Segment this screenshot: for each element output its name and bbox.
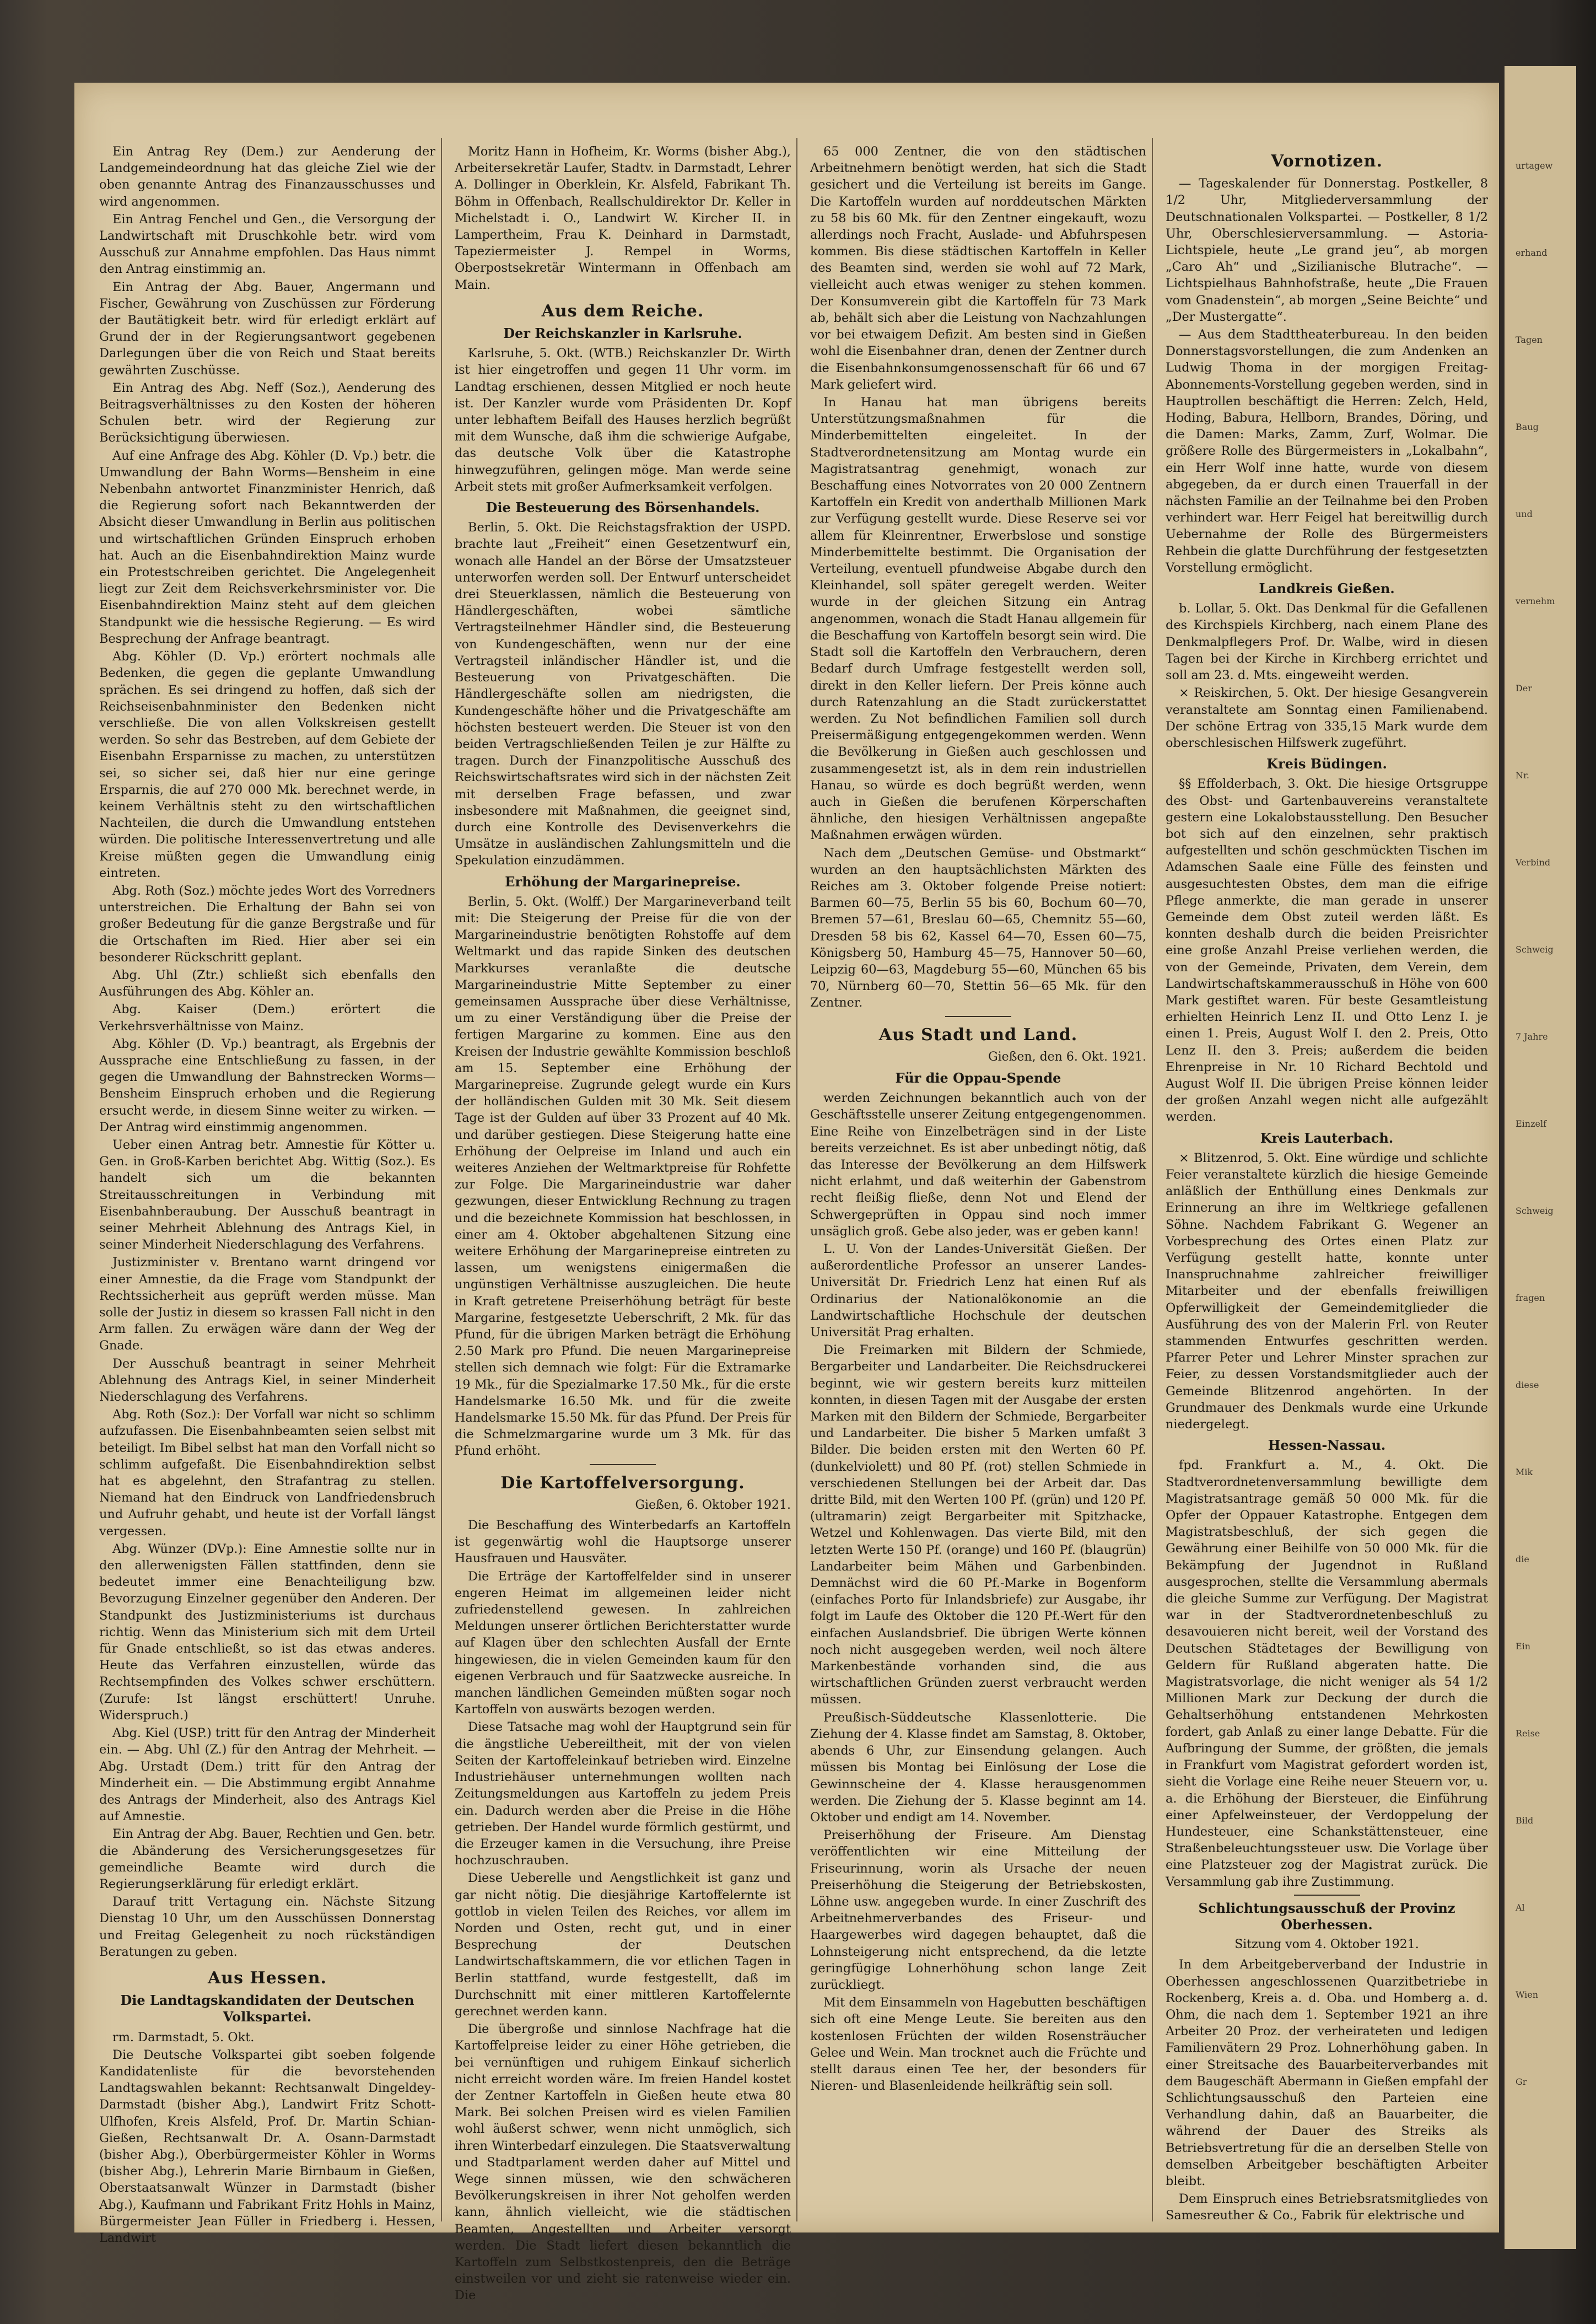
column-3 (810, 143, 1146, 2221)
edge-text-fragment: Al (1516, 1902, 1525, 1913)
edge-text-fragment: Verbind (1516, 857, 1551, 868)
paragraph: fpd. Frankfurt a. M., 4. Okt. Die Stadtverordnetenversammlung bewilligte dem Magistratsantrage gemäß 50 000 Mk. für die Opfer der Oppauer Katastrophe. Entgegen dem Magistratsbeschluß, der sich gegen die Gewährung einer Beihilfe von 50 000 Mk. für die Bekämpfung der Jugendnot in Rußland ausgesprochen, stellte die Versammlung abermals die gleiche Summe zur Verfügung. Der Magistrat war in der Stadtverordnetenbeschluß zu desavouieren nicht bereit, weil der Vorstand des Deutschen Städtetages der Bewilligung von Geldern für Rußland abgeraten hatte. Die Magistratsvorlage, die nicht weniger als 54 1/2 Millionen Mark zur Deckung der durch die Gehaltserhöhung entstandenen Mehrkosten fordert, gab Anlaß zu einer lange Debatte. Für die Aufbringung der Summe, der größten, die jemals in Frankfurt vom Magistrat gefordert worden ist, sieht die Vorlage eine Reihe neuer Steuern vor, u. a. die Erhöhung der Biersteuer, die Einführung einer Apfelweinsteuer, der Verdoppelung der Hundesteuer, eine Schankstättensteuer, eine Straßenbeleuchtungssteuer usw. Die Vorlage über eine Platzsteuer zog der Magistrat zurück. Die Versammlung gab ihre Zustimmung. (1166, 1458, 1488, 1889)
paragraph: Abg. Köhler (D. Vp.) erörtert nochmals alle Bedenken, die gegen die geplante Umwandlung sprächen. Es sei dringend zu hoffen, daß sich der Reichseisenbahnminister den Bedenken nicht verschließe. Die von allen Volkskreisen gestellt werden. So sehr das Bestreben, auf dem Gebiete der Eisenbahn Ersparnisse zu machen, zu unterstützen sei, so sicher sei, daß hier nur eine geringe Ersparnis, die auf 270 000 Mk. berechnet werde, in keinem Verhältnis steht zu den wirtschaftlichen Nachteilen, die durch die Umwandlung entstehen würden. Die politische Interessenvertretung und alle Kreise müßten gegen die Umwandlung einig eintreten. (99, 649, 435, 880)
paragraph: Justizminister v. Brentano warnt dringend vor einer Amnestie, da die Frage vom Standpunkt der Rechtssicherheit aus geprüft werden müsse. Man solle der Justiz in diesem so krassen Fall nicht in den Arm fallen. Zu erwägen wäre dann der Weg der Gnade. (99, 1255, 435, 1353)
article-subheading: Kreis Büdingen. (1266, 756, 1387, 772)
paragraph: In dem Arbeitgeberverband der Industrie in Oberhessen angeschlossenen Quarzitbetriebe in Rockenberg, Kreis a. d. Oba. und Homberg a. d. Ohm, die nach dem 1. September 1921 an ihre Arbeiter 20 Proz. der verheirateten und ledigen Familienvätern 29 Proz. Lohnerhöhung gaben. In einer Streitsache des Bauarbeiterverbandes mit dem Baugeschäft Abermann in Gießen empfahl der Schlichtungsausschuß den Parteien eine Verhandlung dahin, daß an Bauarbeiter, die während der Dauer des Streiks als Betriebsvertretung für die an derselben Stelle von demselben Arbeitgeber beschäftigten Arbeiter bleibt. (1166, 1957, 1488, 2188)
paragraph: Berlin, 5. Okt. Die Reichstagsfraktion der USPD. brachte laut „Freiheit“ einen Gesetzentwurf ein, wonach alle Handel an der Börse der Umsatzsteuer unterworfen werden soll. Der Entwurf unterscheidet drei Steuerklassen, nämlich die Besteuerung von Händlergeschäften, wobei sämtliche Vertragsteilnehmer Händler sind, die Besteuerung von Kundengeschäften, wenn nur der eine Vertragsteil inländischer Händler ist, und die Besteuerung von Privatgeschäften. Die Händlergeschäfte sollen am niedrigsten, die Kundengeschäfte höher und die Privatgeschäfte am höchsten besteuert werden. Die Steuer ist von den beiden Vertragschließenden Teilen je zur Hälfte zu tragen. Durch der Finanzpolitische Ausschuß des Reichswirtschaftsrates wird sich in der nächsten Zeit mit derselben Frage befassen, und zwar insbesondere mit Maßnahmen, die geeignet sind, durch eine Kontrolle des Devisenverkehrs die Umsätze in ausländischen Zahlungsmitteln und die Spekulation einzudämmen. (455, 520, 791, 868)
edge-text-fragment: Tagen (1516, 335, 1543, 345)
edge-text-fragment: Ein (1516, 1641, 1531, 1651)
dateline: Gießen, den 6. Okt. 1921. (988, 1050, 1146, 1064)
paragraph: Ein Antrag der Abg. Bauer, Rechtien und Gen. betr. die Abänderung des Versicherungsgesetzes für gemeindliche Beamte wird durch die Regierungserklärung für erledigt erklärt. (99, 1827, 435, 1891)
paragraph: §§ Effolderbach, 3. Okt. Die hiesige Ortsgruppe des Obst- und Gartenbauvereins veranstaltete gestern eine Lokalobstausstellung. Den Besucher bot sich auf den einzelnen, sehr praktisch aufgestellten und schön geschmückten Tischen im Adamschen Saale eine Fülle des feinsten und ausgesuchtesten Obstes, dem man die eifrige Pflege anmerkte, die man gerade in unserer Gemeinde dem Obst zuteil werden läßt. Es konnten deshalb durch die beiden Preisrichter eine große Anzahl Preise verliehen werden, die von der Gemeinde, Privaten, dem Verein, dem Landwirtschaftskammerausschuß in Höhe von 600 Mark gestiftet waren. Für beste Gesamtleistung erhielten Heinrich Lenz II. und Otto Lenz I. je einen 1. Preis, August Wolf I. den 2. Preis, Otto Lenz II. den 3. Preis; außerdem die beiden Ehrenpreise in Nr. 10 Richard Bechtold und August Wolf II. Die übrigen Preise können leider der großen Anzahl wegen nicht alle aufgezählt werden. (1166, 777, 1488, 1125)
edge-text-fragment: Mik (1516, 1467, 1533, 1477)
column-4 (1166, 143, 1488, 2221)
edge-text-fragment: diese (1516, 1380, 1539, 1390)
edge-text-fragment: 7 Jahre (1516, 1031, 1548, 1042)
paragraph: Nach dem „Deutschen Gemüse- und Obstmarkt“ wurden an den hauptsächlichsten Märkten des Reiches am 3. Oktober folgende Preise notiert: Barmen 60—75, Berlin 55 bis 60, Bochum 60—70, Bremen 57—61, Breslau 60—65, Chemnitz 55—60, Dresden 58 bis 62, Kassel 64—70, Essen 60—75, Königsberg 50, Hamburg 45—75, Hannover 50—60, Leipzig 60—63, Magdeburg 55—60, München 65 bis 70, Nürnberg 60—70, Stettin 56—65 Mk. für den Zentner. (810, 846, 1146, 1010)
paragraph: Die Freimarken mit Bildern der Schmiede, Bergarbeiter und Landarbeiter. Die Reichsdruckerei beginnt, wie wir gestern bereits kurz mitteilen konnten, in diesen Tagen mit der Ausgabe der ersten Marken mit den Bildern der Schmiede, Bergarbeiter und Landarbeiter. Die bisher 5 Marken umfaßt 3 Bilder. Die beiden ersten mit den Werten 60 Pf. (dunkelviolett) und 80 Pf. (rot) stellen Schmiede in verschiedenen Stellungen bei der Arbeit dar. Das dritte Bild, mit den Werten 100 Pf. (grün) und 120 Pf. (ultramarin) zeigt Bergarbeiter mit Spitzhacke, Wetzel und Kohlenwagen. Das vierte Bild, mit den letzten Werte 150 Pf. (orange) und 160 Pf. (blaugrün) Landarbeiter beim Mähen und Garbenbinden. Demnächst wird die 60 Pf.-Marke in Bogenform (einfaches Porto für Inlandsbriefe) zur Ausgabe, ihr folgt im Laufe des Oktober die 120 Pf.-Wert für den einfachen Auslandsbrief. Die übrigen Werte können noch nicht ausgegeben werden, weil noch ältere Markenbestände vorhanden sind, die aus wirtschaftlichen Gründen zuerst verbraucht werden müssen. (810, 1343, 1146, 1707)
paragraph: Dem Einspruch eines Betriebsratsmitgliedes von Samesreuther & Co., Fabrik für elektrische und (1166, 2192, 1488, 2223)
dateline: rm. Darmstadt, 5. Okt. (112, 2030, 255, 2045)
paragraph: Abg. Roth (Soz.) möchte jedes Wort des Vorredners unterstreichen. Die Erhaltung der Bahn sei von großer Bedeutung für die ganze Bergstraße und für die Ortschaften im Ried. Hier aber sei ein besonderer Rückschritt geplant. (99, 883, 435, 965)
dateline: Sitzung vom 4. Oktober 1921. (1234, 1938, 1419, 1952)
paragraph: Diese Tatsache mag wohl der Hauptgrund sein für die ängstliche Uebereiltheit, mit der von vielen Seiten der Kartoffeleinkauf betrieben wird. Einzelne Industriehäuser unternehmungen wollten nach Zeitungsmeldungen aus Kartoffeln zu jedem Preis ein. Dadurch werden aber die Preise in die Höhe getrieben. Der Handel wurde förmlich gestürmt, und die Erzeuger kamen in die Versuchung, ihre Preise hochzuschrauben. (455, 1720, 791, 1868)
edge-text-fragment: erhand (1516, 248, 1548, 258)
paragraph: Preußisch-Süddeutsche Klassenlotterie. Die Ziehung der 4. Klasse findet am Samstag, 8. Oktober, abends 6 Uhr, zur Einsendung gelangen. Auch müssen bis Montag bei Einlösung der Lose die Gewinnscheine der 4. Klasse herausgenommen werden. Die Ziehung der 5. Klasse beginnt am 14. Oktober und endigt am 14. November. (810, 1710, 1146, 1825)
column-2 (455, 143, 791, 2303)
paragraph: Die Beschaffung des Winterbedarfs an Kartoffeln ist gegenwärtig wohl die Hauptsorge unserer Hausfrauen und Hausväter. (455, 1518, 791, 1566)
column-divider (441, 138, 442, 2221)
paragraph: Abg. Wünzer (DVp.): Eine Amnestie sollte nur in den allerwenigsten Fällen stattfinden, denn sie bedeutet immer eine Benachteiligung bzw. Bevorzugung Einzelner gegenüber den Anderen. Der Standpunkt des Justizministeriums ist durchaus richtig. Wenn das Ministerium sich mit dem Urteil für Gnade entschließt, so ist das etwas anderes. Heute das Verfahren einzustellen, würde das Rechtsempfinden des Volkes schwer erschüttern. (Zurufe: Ist längst erschüttert! Unruhe. Widerspruch.) (99, 1541, 435, 1723)
article-subheading: Der Reichskanzler in Karlsruhe. (503, 325, 742, 342)
paragraph: Die Deutsche Volkspartei gibt soeben folgende Kandidatenliste für die bevorstehenden Landtagswahlen bekannt: Rechtsanwalt Dingeldey-Darmstadt (bisher Abg.), Landwirt Fritz Schott-Ulfhofen, Kreis Alsfeld, Prof. Dr. Martin Schian-Gießen, Rechtsanwalt Dr. A. Osann-Darmstadt (bisher Abg.), Oberbürgermeister Köhler in Worms (bisher Abg.), Lehrerin Marie Birnbaum in Gießen, Oberstaatsanwalt Wünzer in Darmstadt (bisher Abg.), Kaufmann und Fabrikant Fritz Hohls in Mainz, Bürgermeister Jean Füller in Friedberg i. Hessen, Landwirt (99, 2047, 435, 2245)
article-subheading: Die Landtagskandidaten der Deutschen Volkspartei. (120, 1992, 414, 2025)
paragraph: Mit dem Einsammeln von Hagebutten beschäftigen sich oft eine Menge Leute. Sie bereiten aus den kostenlosen Früchten der wilden Rosensträucher Gelee und Wein. Man trocknet auch die Früchte und stellt daraus einen Tee her, der besonders für Nieren- und Blasenleidende heilkräftig sein soll. (810, 1995, 1146, 2094)
edge-text-fragment: urtagew (1516, 160, 1553, 171)
edge-text-fragment: Bild (1516, 1815, 1534, 1826)
paragraph: Abg. Köhler (D. Vp.) beantragt, als Ergebnis der Aussprache eine Entschließung zu fassen, in der gegen die Umwandlung der Bahnstrecken Worms—Bensheim Einspruch erhoben und die Regierung ersucht werde, in diesem Sinne weiter zu wirken. — Der Antrag wird einstimmig angenommen. (99, 1036, 435, 1134)
divider (1294, 1895, 1360, 1896)
article-subheading: Für die Oppau-Spende (895, 1069, 1061, 1086)
paragraph: × Blitzenrod, 5. Okt. Eine würdige und schlichte Feier veranstaltete kürzlich die hiesige Gemeinde anläßlich der Enthüllung eines Denkmals zur Erinnerung an ihre im Weltkriege gefallenen Söhne. Nachdem Fabrikant G. Wegener an Vorbesprechung des Ortes einen Platz zur Verfügung gestellt hatte, konnte unter Inanspruchnahme zahlreicher freiwilliger Mitarbeiter und der ebenfalls freiwilligen Opferwilligkeit der Gemeindemitglieder die Ausführung des von der Malerin Frl. von Reuter stammenden Entwurfes geschritten werden. Pfarrer Peter und Lehrer Minster sprachen zur Feier, zu dessen Vorstandsmitglieder auch der Gemeinde Blitzenrod angehörten. In der Grundmauer des Denkmals wurde eine Urkunde niedergelegt. (1166, 1150, 1488, 1432)
section-heading: Aus Stadt und Land. (878, 1025, 1078, 1045)
paragraph: Ein Antrag des Abg. Neff (Soz.), Aenderung des Beitragsverhältnisses zu den Kosten der höheren Schulen betr. wird der Regierung zur Berücksichtigung überwiesen. (99, 380, 435, 445)
article-subheading: Erhöhung der Margarinepreise. (505, 873, 741, 890)
edge-text-fragment: vernehm (1516, 596, 1555, 606)
article-subheading: Hessen-Nassau. (1268, 1437, 1386, 1454)
paragraph: Abg. Kaiser (Dem.) erörtert die Verkehrsverhältnisse von Mainz. (99, 1002, 435, 1034)
paragraph: Preiserhöhung der Friseure. Am Dienstag veröffentlichten wir eine Mitteilung der Friseurinnung, worin als Ursache der neuen Preiserhöhung die Steigerung der Betriebskosten, Löhne usw. angegeben wurde. In einer Zuschrift des Arbeitnehmerverbandes des Friseur- und Haargewerbes wird dagegen behauptet, daß die Lohnsteigerung nicht entsprechend, da die letzte geringfügige Lohnerhöhung schon lange Zeit zurückliegt. (810, 1828, 1146, 1992)
divider (945, 1016, 1011, 1017)
dateline: Gießen, 6. Oktober 1921. (635, 1498, 791, 1512)
paragraph: L. U. Von der Landes-Universität Gießen. Der außerordentliche Professor an unserer Landes-Universität Dr. Friedrich Lenz hat einen Ruf als Ordinarius der Nationalökonomie an die Landwirtschaftliche Hochschule der deutschen Universität Prag erhalten. (810, 1242, 1146, 1340)
section-heading: Die Kartoffelversorgung. (500, 1473, 745, 1493)
paragraph: Ueber einen Antrag betr. Amnestie für Kötter u. Gen. in Groß-Karben berichtet Abg. Wittig (Soz.). Es handelt sich um die bekannten Streitausschreitungen in Verbindung mit Eisenbahnberaubung. Der Ausschuß beantragt in seiner Mehrheit Ablehnung des Antrags Kiel, in seiner Minderheit Niederschlagung des Verfahrens. (99, 1137, 435, 1252)
edge-text-fragment: Gr (1516, 2076, 1527, 2087)
edge-text-fragment: Wien (1516, 1989, 1539, 2000)
article-subheading: Kreis Lauterbach. (1260, 1129, 1394, 1146)
edge-text-fragment: Reise (1516, 1728, 1540, 1739)
paragraph: Diese Ueberelle und Aengstlichkeit ist ganz und gar nicht nötig. Die diesjährige Kartoffelernte ist gottlob in vielen Teilen des Reiches, vor allem im Norden und Osten, recht gut, und in einer Besprechung der Deutschen Landwirtschaftskammern, die vor etlichen Tagen in Berlin stattfand, wurde festgestellt, daß im Durchschnitt mit einer mittleren Kartoffelernte gerechnet werden kann. (455, 1871, 791, 2019)
paragraph: Abg. Roth (Soz.): Der Vorfall war nicht so schlimm aufzufassen. Die Eisenbahnbeamten seien selbst mit beteiligt. Im Bibel selbst hat man den Vorfall nicht so schlimm aufgefaßt. Die Eisenbahndirektion selbst hat es abgelehnt, den Strafantrag zu stellen. Niemand hat den Eindruck von Landfriedensbruch und Aufruhr gehabt, und heute ist der Vorfall längst vergessen. (99, 1407, 435, 1538)
divider (590, 1464, 656, 1465)
section-heading: Aus Hessen. (208, 1968, 327, 1988)
paragraph: Moritz Hann in Hofheim, Kr. Worms (bisher Abg.), Arbeitersekretär Laufer, Stadtv. in Darmstadt, Lehrer A. Dollinger in Oberklein, Kr. Alsfeld, Fabrikant Th. Böhm in Offenbach, Reallschuldirektor Dr. Keller in Michelstadt i. O., Landwirt W. Kircher II. in Lampertheim, Frau K. Deinhard in Darmstadt, Tapeziermeister J. Rempel in Worms, Oberpostsekretär Wintermann in Offenbach am Main. (455, 144, 791, 292)
edge-text-fragment: fragen (1516, 1293, 1545, 1303)
column-divider (1152, 138, 1153, 2221)
paragraph: Berlin, 5. Okt. (Wolff.) Der Margarineverband teilt mit: Die Steigerung der Preise für die von der Margarineindustrie benötigten Rohstoffe auf dem Weltmarkt und das rapide Sinken des deutschen Markkurses veranlaßte die deutsche Margarineindustrie Mitte September zu einer gemeinsamen Aussprache über diese Verhältnisse, um zu einer Verständigung über die Preise der fertigen Margarine zu kommen. Eine aus den Kreisen der Industrie gewählte Kommission beschloß am 15. September eine Erhöhung der Margarinepreise. Zugrunde gelegt wurde ein Kurs der holländischen Gulden mit 30 Mk. Seit diesem Tage ist der Gulden auf über 33 Prozent auf 40 Mk. und darüber gestiegen. Diese Steigerung hatte eine Erhöhung der Oelpreise im Inland und auch ein weiteres Anziehen der Weltmarktpreise für Rohfette zur Folge. Die Margarineindustrie war daher gezwungen, dieser Entwicklung Rechnung zu tragen und die bezeichnete Kommission hat beschlossen, in einer am 4. Oktober abgehaltenen Sitzung eine weitere Erhöhung der Margarinepreise eintreten zu lassen, um wenigstens einigermaßen die ungünstigen Verhältnisse auszugleichen. Die heute in Kraft getretene Preiserhöhung beträgt für beste Margarine, festgesetzte Ueberschrift, 2 Mk. für das Pfund, für die übrigen Marken beträgt die Erhöhung 2.50 Mark pro Pfund. Die neuen Margarinepreise stellen sich demnach wie folgt: Für die Extramarke 19 Mk., für die Spezialmarke 17.50 Mk., für die erste Handelsmarke 16.50 Mk. und für die zweite Handelsmarke 15.50 Mk. für das Pfund. Der Preis für die Schmelzmargarine wurde um 3 Mk. für das Pfund erhöht. (455, 894, 791, 1459)
paragraph: Ein Antrag Rey (Dem.) zur Aenderung der Landgemeindeordnung hat das gleiche Ziel wie der oben genannte Antrag des Finanzausschusses und wird angenommen. (99, 144, 435, 209)
edge-text-fragment: Baug (1516, 422, 1539, 432)
paragraph: Darauf tritt Vertagung ein. Nächste Sitzung Dienstag 10 Uhr, um den Ausschüssen Donnerstag und Freitag Gelegenheit zu noch rückständigen Beratungen zu geben. (99, 1895, 435, 1959)
paragraph: In Hanau hat man übrigens bereits Unterstützungsmaßnahmen für die Minderbemittelten eingeleitet. In der Stadtverordnetensitzung am Montag wurde ein Magistratsantrag genehmigt, wonach zur Beschaffung eines Notvorrates von 20 000 Zentnern Kartoffeln ein Kredit von anderthalb Millionen Mark zur Verfügung gestellt wurde. Diese Reserve sei vor allem für Kleinrentner, Erwerbslose und sonstige Minderbemittelte bestimmt. Die Organisation der Verteilung, eventuell pfundweise Abgabe durch den Kleinhandel, soll später geregelt werden. Weiter wurde in der gleichen Sitzung ein Antrag angenommen, wonach die Stadt Hanau allgemein für die Beschaffung von Kartoffeln besorgt sein wird. Die Stadt soll die Kartoffeln den Verbrauchern, deren Bedarf durch Umfrage festgestellt werden soll, direkt in den Keller liefern. Der Preis könne auch durch Ratenzahlung an die Stadt zurückerstattet werden. Zu Not befindlichen Familien soll durch Preisermäßigung entgegengekommen werden. Wenn die Bevölkerung in Gießen auch geschlossen und zusammengesetzt ist, als in dem rein industriellen Hanau, so würde es doch begrüßt werden, wenn auch in Gießen die berufenen Körperschaften ähnliche, den hiesigen Verhältnissen angepaßte Maßnahmen erwägen würden. (810, 395, 1146, 843)
paragraph: Abg. Uhl (Ztr.) schließt sich ebenfalls den Ausführungen des Abg. Köhler an. (99, 967, 435, 999)
paragraph: Der Ausschuß beantragt in seiner Mehrheit Ablehnung des Antrags Kiel, in seiner Minderheit Niederschlagung des Verfahrens. (99, 1356, 435, 1405)
edge-text-fragment: Schweig (1516, 1206, 1554, 1216)
edge-text-fragment: und (1516, 509, 1533, 519)
paragraph: werden Zeichnungen bekanntlich auch von der Geschäftsstelle unserer Zeitung entgegengenommen. Eine Reihe von Einzelbeträgen sind in der Liste bereits verzeichnet. Es ist aber unbedingt nötig, daß das Interesse der Bevölkerung an dem Hilfswerk nicht erlahmt, und daß weiterhin der Gabenstrom recht fleißig fließe, denn Not und Elend der Schwergeprüften in Oppau sind noch immer unsäglich groß. Gebe also jeder, was er geben kann! (810, 1091, 1146, 1239)
column-divider (796, 138, 797, 2221)
edge-text-fragment: die (1516, 1554, 1529, 1564)
paragraph: Auf eine Anfrage des Abg. Köhler (D. Vp.) betr. die Umwandlung der Bahn Worms—Bensheim in eine Nebenbahn antwortet Finanzminister Henrich, daß die Regierung sofort nach Bekanntwerden der Absicht dieser Umwandlung in Berlin aus politischen und wirtschaftlichen Gründen Einspruch erhoben hat. Auch an die Eisenbahndirektion Mainz wurde ein Protestschreiben gerichtet. Die Angelegenheit liegt zur Zeit dem Reichsverkehrsminister vor. Die Eisenbahndirektion Mainz steht auf dem gleichen Standpunkt wie die hessische Regierung. — Es wird Besprechung der Anfrage beantragt. (99, 448, 435, 646)
newspaper-page (74, 83, 1499, 2303)
paragraph: b. Lollar, 5. Okt. Das Denkmal für die Gefallenen des Kirchspiels Kirchberg, nach einem Plane des Denkmalpflegers Prof. Dr. Walbe, wird in diesen Tagen bei der Kirche in Kirchberg errichtet und soll am 23. d. Mts. eingeweiht werden. (1166, 601, 1488, 683)
edge-text-fragment: Nr. (1516, 770, 1529, 781)
section-heading: Aus dem Reiche. (541, 301, 704, 321)
article-subheading: Die Besteuerung des Börsenhandels. (486, 499, 760, 516)
article-subheading: Schlichtungsausschuß der Provinz Oberhessen. (1198, 1900, 1455, 1933)
next-page-text-fragments (1510, 160, 1576, 2199)
column-1 (99, 143, 435, 2245)
article-subheading: Landkreis Gießen. (1259, 580, 1395, 597)
paragraph: Abg. Kiel (USP.) tritt für den Antrag der Minderheit ein. — Abg. Uhl (Z.) für den Antrag der Mehrheit. — Abg. Urstadt (Dem.) tritt für den Antrag der Minderheit ein. — Die Abstimmung ergibt Annahme des Antrags der Minderheit, also des Antrags Kiel auf Amnestie. (99, 1726, 435, 1824)
edge-text-fragment: Einzelf (1516, 1118, 1547, 1129)
paragraph: Die Erträge der Kartoffelfelder sind in unserer engeren Heimat im allgemeinen leider nicht zufriedenstellend gewesen. In zahlreichen Meldungen unserer örtlichen Berichterstatter wurde auf Klagen über den schlechten Ausfall der Ernte hingewiesen, die in vielen Gemeinden kaum für den eigenen Verbrauch und für Saatzwecke ausreiche. In manchen ländlichen Gemeinden müßten sogar noch Kartoffeln von auswärts bezogen werden. (455, 1569, 791, 1717)
paragraph: — Tageskalender für Donnerstag. Postkeller, 8 1/2 Uhr, Mitgliederversammlung der Deutschnationalen Volkspartei. — Postkeller, 8 1/2 Uhr, Oberschlesierversammlung. — Astoria-Lichtspiele, heute „Le grand jeu“, ab morgen „Caro Ah“ und „Sizilianische Blutrache“. — Lichtspielhaus Bahnhofstraße, heute „Die Frauen vom Gnadenstein“, ab morgen „Seine Beichte“ und „Der Mustergatte“. (1166, 176, 1488, 324)
paragraph: Die übergroße und sinnlose Nachfrage hat die Kartoffelpreise leider zu einer Höhe getrieben, die bei vernünftigen und ruhigem Einkauf sicherlich nicht erreicht worden wäre. Im freien Handel kostet der Zentner Kartoffeln in Gießen heute etwa 80 Mark. Bei solchen Preisen wird es vielen Familien wohl äußerst schwer, wenn nicht unmöglich, sich ihren Winterbedarf einzulegen. Die Staatsverwaltung und Stadtparlament werden daher auf Mittel und Wege sinnen müssen, wie den schwächeren Bevölkerungskreisen in ihrer Not geholfen werden kann, ähnlich vielleicht, wie die städtischen Beamten, Angestellten und Arbeiter versorgt werden. Die Stadt liefert diesen bekanntlich die Kartoffeln zum Selbstkostenpreis, den die Beträge einstweilen vor und zieht sie ratenweise wieder ein. Die (455, 2022, 791, 2303)
paragraph: Ein Antrag der Abg. Bauer, Angermann und Fischer, Gewährung von Zuschüssen zur Förderung der Bautätigkeit betr. wird für erledigt erklärt auf Grund der in der Regierungsantwort gegebenen Darlegungen über die von Reich und Staat bereits gewährten Zuschüsse. (99, 279, 435, 378)
paragraph: Karlsruhe, 5. Okt. (WTB.) Reichskanzler Dr. Wirth ist hier eingetroffen und gegen 11 Uhr vorm. im Landtag erschienen, dessen Mitglied er noch heute ist. Der Kanzler wurde vom Präsidenten Dr. Kopf unter lebhaftem Beifall des Hauses herzlich begrüßt mit dem Wunsche, daß ihm die schwierige Aufgabe, das deutsche Volk über die Katastrophe hinwegzuführen, gelingen möge. Man werde seine Arbeit stets mit großer Aufmerksamkeit verfolgen. (455, 346, 791, 494)
paragraph: Ein Antrag Fenchel und Gen., die Versorgung der Landwirtschaft mit Druschkohle betr. wird vom Ausschuß zur Annahme empfohlen. Das Haus nimmt den Antrag einstimmig an. (99, 212, 435, 277)
section-heading: Vornotizen. (1271, 152, 1383, 171)
edge-text-fragment: Der (1516, 683, 1532, 693)
paragraph: — Aus dem Stadttheaterbureau. In den beiden Donnerstagsvorstellungen, die zum Andenken an Ludwig Thoma in der morgigen Freitag-Abonnements-Vorstellung gegeben werden, sind in Hauptrollen beschäftigt die Herren: Zelch, Held, Hoding, Babura, Hellborn, Brandes, Döring, und die Damen: Marks, Zamm, Zurf, Wolmar. Die größere Rolle des Bürgermeisters in „Lokalbahn“, ein Herr Wolf inne hatte, wurde von diesem abgegeben, da er durch einen Trauerfall in der nächsten Familie an der Teilnahme bei den Proben verhindert war. Herr Feigel hat bereitwillig durch Uebernahme der Rolle des Bürgermeisters Rehbein die glatte Durchführung der festgesetzten Vorstellung ermöglicht. (1166, 327, 1488, 575)
paragraph: × Reiskirchen, 5. Okt. Der hiesige Gesangverein veranstaltete am Sonntag einen Familienabend. Der schöne Ertrag von 335,15 Mark wurde dem oberschlesischen Hilfswerk zugeführt. (1166, 686, 1488, 750)
edge-text-fragment: Schweig (1516, 944, 1554, 955)
paragraph: 65 000 Zentner, die von den städtischen Arbeitnehmern benötigt werden, hat sich die Stadt gesichert und die Verteilung ist bereits im Gange. Die Kartoffeln wurden auf norddeutschen Märkten zu 58 bis 60 Mk. für den Zentner eingekauft, wozu allerdings noch Fracht, Auslade- und Abfuhrspesen kommen. Bis diese städtischen Kartoffeln in Keller des Beamten sind, werden sie wohl auf 72 Mark, vielleicht auch etwas weniger zu stehen kommen. Der Konsumverein gibt die Kartoffeln für 73 Mark ab, behält sich aber die Leistung von Nachzahlungen vor bei etwaigem Defizit. Am besten sind in Gießen wohl die Eisenbahner dran, denen der Zentner durch die Eisenbahnkonsumgenossenschaft für 66 und 67 Mark geliefert wird. (810, 144, 1146, 392)
